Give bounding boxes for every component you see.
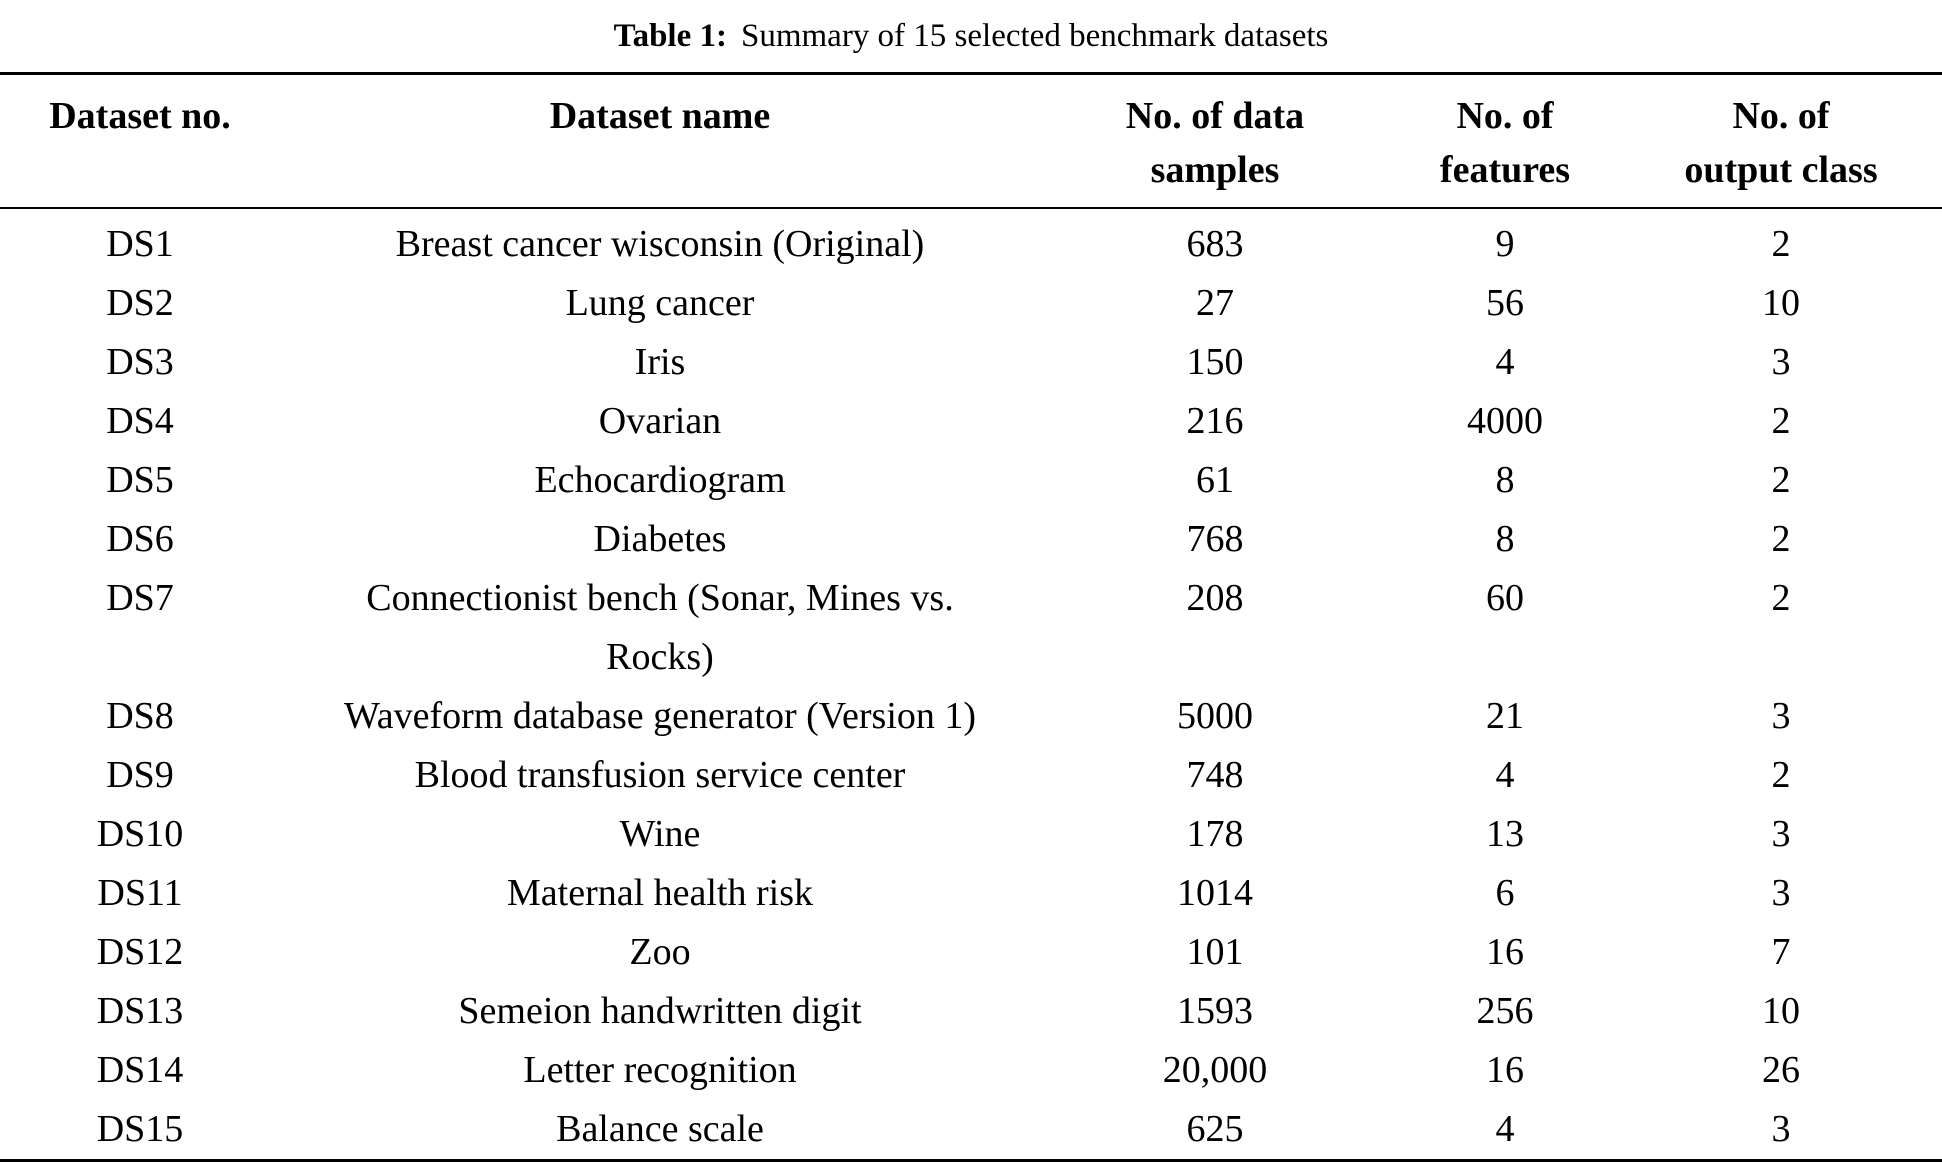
cell-num-output-class: 3 [1771,813,1791,855]
cell-num-data-samples: 768 [1186,518,1244,560]
table-row [0,746,1942,805]
cell-dataset-name [280,274,1040,333]
cell-num-output-class: 3 [1771,695,1791,737]
cell-num-features: 16 [1486,1049,1524,1091]
table-row [0,864,1942,923]
cell-dataset-name [280,746,1040,805]
header-num-data-samples: No. of data samples [1040,74,1390,209]
cell-num-features: 60 [1486,577,1524,619]
dataset-name-text: Zoo [629,931,691,973]
table-row [0,208,1942,274]
cell-num-features: 4 [1495,754,1515,796]
table-row [0,1041,1942,1100]
table-row [0,982,1942,1041]
cell-num-data-samples: 101 [1186,931,1244,973]
table-row [0,274,1942,333]
cell-dataset-no: DS1 [106,223,174,265]
dataset-name-text: Echocardiogram [534,459,786,501]
table-row [0,923,1942,982]
cell-num-data-samples: 1593 [1177,990,1253,1032]
cell-num-data-samples: 20,000 [1162,1049,1268,1091]
cell-num-data-samples: 5000 [1177,695,1253,737]
cell-num-data-samples: 178 [1186,813,1244,855]
cell-dataset-no: DS8 [106,695,174,737]
cell-dataset-no: DS7 [106,577,174,619]
cell-num-features: 56 [1486,282,1524,324]
dataset-name-text: Ovarian [598,400,722,442]
header-num-features: No. of features [1390,74,1620,209]
cell-num-data-samples: 748 [1186,754,1244,796]
cell-dataset-name [280,982,1040,1041]
table-header [0,74,1942,209]
dataset-name-text: Iris [634,341,686,383]
table-row [0,392,1942,451]
cell-dataset-name [280,1041,1040,1100]
dataset-name-text: Breast cancer wisconsin (Original) [395,223,925,265]
cell-dataset-no: DS4 [106,400,174,442]
table-row [0,1100,1942,1161]
cell-num-features: 4 [1495,341,1515,383]
cell-dataset-no: DS13 [96,990,184,1032]
dataset-name-text: Wine [619,813,701,855]
cell-dataset-no: DS11 [97,872,183,914]
dataset-name-text: Balance scale [556,1108,764,1150]
cell-num-data-samples: 208 [1186,577,1244,619]
cell-dataset-no: DS12 [96,931,184,973]
dataset-name-text: Maternal health risk [506,872,813,914]
cell-dataset-no: DS14 [96,1049,184,1091]
dataset-name-text: Waveform database generator (Version 1) [343,695,977,737]
cell-dataset-name [280,451,1040,510]
dataset-name-text: Semeion handwritten digit [458,990,862,1032]
cell-dataset-name [280,1100,1040,1161]
cell-num-output-class: 2 [1771,577,1791,619]
header-dataset-no: Dataset no. [0,74,280,209]
cell-num-data-samples: 150 [1186,341,1244,383]
cell-num-data-samples: 1014 [1177,872,1253,914]
cell-num-features: 21 [1486,695,1524,737]
cell-num-output-class: 3 [1771,341,1791,383]
cell-num-output-class: 2 [1771,223,1791,265]
table-row [0,805,1942,864]
cell-num-data-samples: 216 [1186,400,1244,442]
cell-num-output-class: 2 [1771,459,1791,501]
table-caption-text: Summary of 15 selected benchmark datasets [740,18,1329,54]
table-row [0,451,1942,510]
cell-dataset-name [280,208,1040,274]
cell-num-output-class: 2 [1771,754,1791,796]
cell-num-output-class: 3 [1771,1108,1791,1150]
cell-dataset-no: DS9 [106,754,174,796]
cell-num-features: 8 [1495,518,1515,560]
cell-num-features: 4 [1495,1108,1515,1150]
benchmark-datasets-table [0,72,1942,1162]
cell-dataset-name [280,392,1040,451]
table-row [0,333,1942,392]
table-caption [0,0,1942,72]
table-body [0,208,1942,1161]
cell-num-features: 4000 [1467,400,1543,442]
header-row [0,74,1942,209]
cell-num-data-samples: 625 [1186,1108,1244,1150]
header-num-output-class: No. of output class [1620,74,1942,209]
cell-dataset-name [280,687,1040,746]
table-caption-label: Table 1: [613,18,727,54]
cell-num-features: 6 [1495,872,1515,914]
cell-dataset-no: DS15 [96,1108,184,1150]
cell-num-data-samples: 27 [1196,282,1234,324]
header-dataset-name: Dataset name [280,74,1040,209]
cell-num-features: 256 [1476,990,1534,1032]
cell-dataset-name [280,923,1040,982]
cell-num-output-class: 26 [1762,1049,1800,1091]
cell-dataset-no: DS2 [106,282,174,324]
cell-dataset-name [280,805,1040,864]
dataset-name-text: Letter recognition [523,1049,797,1091]
cell-num-output-class: 2 [1771,400,1791,442]
dataset-name-text: Connectionist bench (Sonar, Mines vs. Rocks) [366,577,954,678]
table-row [0,510,1942,569]
cell-dataset-name [280,864,1040,923]
cell-num-output-class: 2 [1771,518,1791,560]
cell-num-features: 16 [1486,931,1524,973]
cell-dataset-no: DS3 [106,341,174,383]
cell-dataset-no: DS5 [106,459,174,501]
cell-num-output-class: 10 [1762,282,1800,324]
cell-num-output-class: 7 [1771,931,1791,973]
cell-num-features: 13 [1486,813,1524,855]
cell-num-output-class: 10 [1762,990,1800,1032]
cell-dataset-no: DS10 [96,813,184,855]
table-row [0,687,1942,746]
cell-dataset-name [280,333,1040,392]
dataset-name-text: Diabetes [593,518,727,560]
cell-num-features: 9 [1495,223,1515,265]
dataset-name-text: Lung cancer [565,282,755,324]
table-row [0,569,1942,687]
cell-num-features: 8 [1495,459,1515,501]
cell-dataset-name [280,569,1040,687]
dataset-name-text: Blood transfusion service center [414,754,906,796]
cell-dataset-no: DS6 [106,518,174,560]
cell-num-data-samples: 61 [1196,459,1234,501]
cell-num-data-samples: 683 [1186,223,1244,265]
cell-dataset-name [280,510,1040,569]
cell-num-output-class: 3 [1771,872,1791,914]
